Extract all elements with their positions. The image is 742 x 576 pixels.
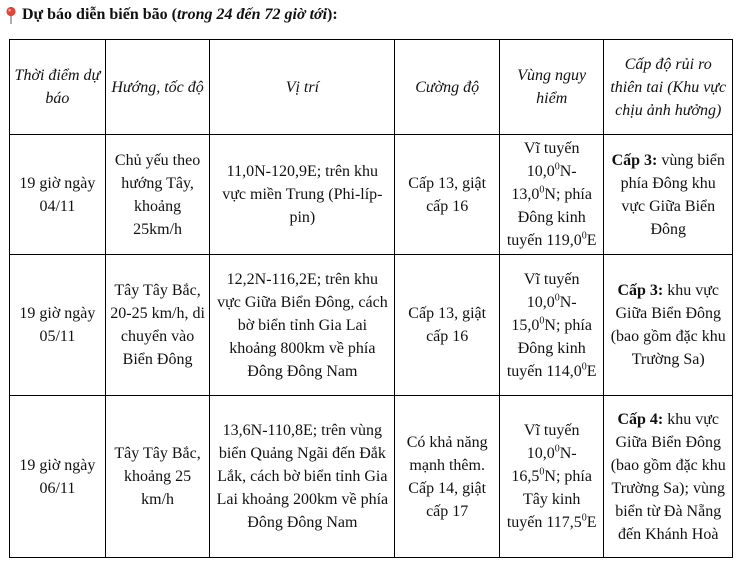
page-heading xyxy=(4,4,338,26)
table-header-row xyxy=(10,40,733,135)
risk-level: Cấp 3: xyxy=(617,282,664,299)
forecast-table xyxy=(9,39,733,558)
cell-danger-zone: Vĩ tuyến 10,0$^0$N-16,5$^0$N; phía Tây kinh tuyến 117,5$^0$E xyxy=(499,396,604,558)
risk-level: Cấp 4: xyxy=(617,410,664,428)
cell-time: 19 giờ ngày 04/11 xyxy=(10,135,106,255)
header-position: Vị trí xyxy=(210,40,395,135)
risk-area: khu vực Giữa Biển Đông (bao gồm đặc khu Trường Sa) xyxy=(610,282,726,368)
risk-area: vùng biển phía Đông khu vực Giữa Biển Đông xyxy=(620,151,725,238)
cell-intensity: Cấp 13, giật cấp 16 xyxy=(395,255,500,396)
risk-area: khu vực Giữa Biển Đông (bao gồm đặc khu Trường Sa); vùng biển từ Đà Nẵng đến Khánh Hoà xyxy=(610,410,726,543)
cell-risk xyxy=(604,135,733,255)
heading-italic: trong 24 đến 72 giờ tới xyxy=(176,6,328,23)
table-row xyxy=(10,396,733,558)
map-pin-icon xyxy=(4,6,18,24)
cell-position: 13,6N-110,8E; trên vùng biển Quảng Ngãi đến Đắk Lắk, cách bờ biển tỉnh Gia Lai khoảng 200km về phía Đông Đông Nam xyxy=(210,396,395,558)
cell-position: 11,0N-120,9E; trên khu vực miền Trung (Phi-líp-pin) xyxy=(210,135,395,255)
cell-time: 19 giờ ngày 06/11 xyxy=(10,396,106,558)
header-danger-zone: Vùng nguy hiểm xyxy=(499,40,604,135)
header-risk-level: Cấp độ rủi ro thiên tai (Khu vực chịu ảnh hưởng) xyxy=(604,40,733,135)
cell-risk xyxy=(604,255,733,396)
risk-level: Cấp 3: xyxy=(611,151,658,169)
table-row xyxy=(10,135,733,255)
cell-intensity: Có khả năng mạnh thêm. Cấp 14, giật cấp 17 xyxy=(395,396,500,558)
heading-suffix: ): xyxy=(327,6,338,23)
cell-risk xyxy=(604,396,733,558)
table-row xyxy=(10,255,733,396)
cell-direction: Tây Tây Bắc, khoảng 25 km/h xyxy=(105,396,210,558)
cell-danger-zone: Vĩ tuyến 10,0$^0$N-13,0$^0$N; phía Đông kinh tuyến 119,0$^0$E xyxy=(499,135,604,255)
cell-time: 19 giờ ngày 05/11 xyxy=(10,255,106,396)
cell-danger-zone: Vĩ tuyến 10,0$^0$N-15,0$^0$N; phía Đông kinh tuyến 114,0$^0$E xyxy=(499,255,604,396)
header-direction-speed: Hướng, tốc độ xyxy=(105,40,210,135)
header-forecast-time: Thời điểm dự báo xyxy=(10,40,106,135)
cell-direction: Tây Tây Bắc, 20-25 km/h, di chuyển vào Biển Đông xyxy=(105,255,210,396)
cell-intensity: Cấp 13, giật cấp 16 xyxy=(395,135,500,255)
header-intensity: Cường độ xyxy=(395,40,500,135)
heading-prefix: Dự báo diễn biến bão ( xyxy=(22,6,177,23)
cell-direction: Chủ yếu theo hướng Tây, khoảng 25km/h xyxy=(105,135,210,255)
cell-position: 12,2N-116,2E; trên khu vực Giữa Biển Đông, cách bờ biển tỉnh Gia Lai khoảng 800km về phía Đông Đông Nam xyxy=(210,255,395,396)
